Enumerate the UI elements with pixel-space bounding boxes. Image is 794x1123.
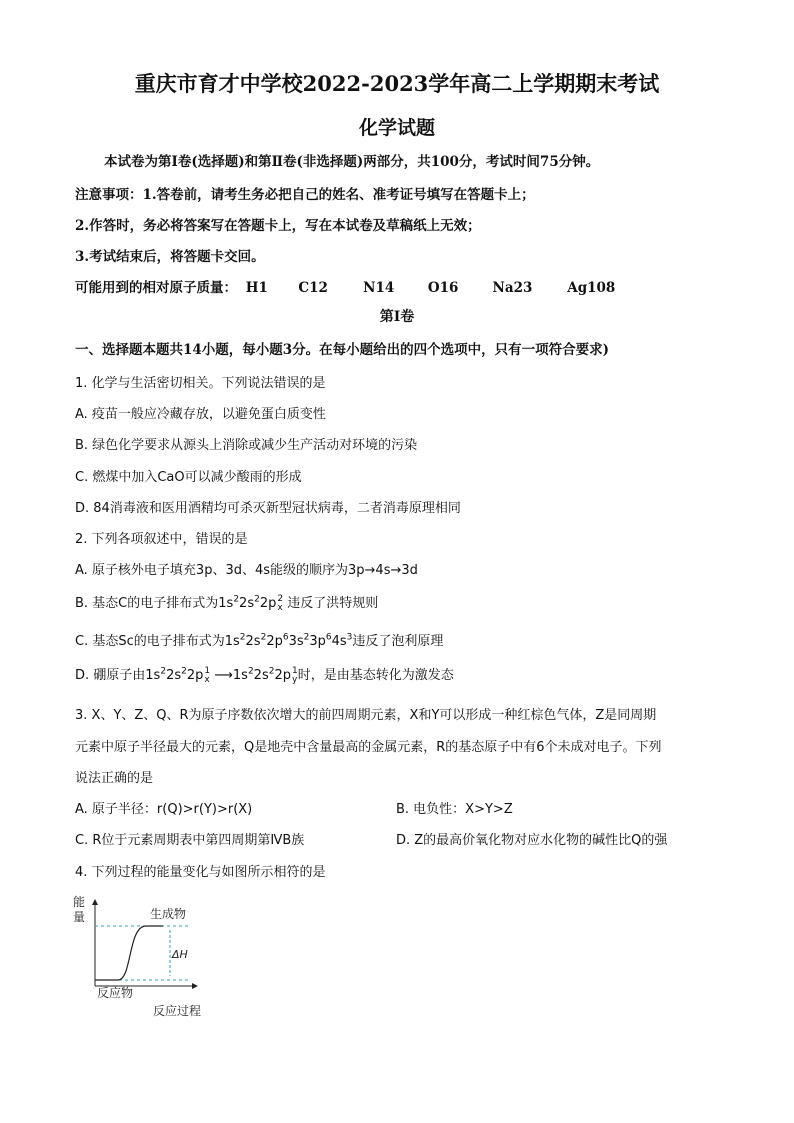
notice-line-2: 2.作答时，务必将答案写在答题卡上，写在本试卷及草稿纸上无效； [75,218,481,234]
energy-curve [95,926,163,980]
question-2-option-a: A. 原子核外电子填充3p、3d、4s能级的顺序为3p→4s→3d [75,563,418,578]
option-text: D. 硼原子由1s [75,668,161,683]
question-1-option-d: D. 84消毒液和医用酒精均可杀灭新型冠状病毒，二者消毒原理相同 [75,501,461,516]
diagram-xlabel: 反应过程 [153,1004,202,1018]
option-text: 时，是由基态转化为激发态 [297,668,454,683]
question-3-option-a: A. 原子半径：r(Q)>r(Y)>r(X) [75,802,253,817]
option-text: C. 基态Sc的电子排布式为1s [75,634,240,649]
atomic-masses-label: 可能用到的相对原子质量： [75,280,237,296]
question-3-option-d: D. Z的最高价氧化物对应水化物的碱性比Q的强 [396,833,668,848]
volume-heading: 第Ⅰ卷 [379,309,415,325]
atomic-masses [75,276,615,296]
question-3-option-c: C. R位于元素周期表中第四周期第ⅣB族 [75,833,305,848]
question-3-stem-line-1: 3. X、Y、Z、Q、R为原子序数依次增大的前四周期元素，X和Y可以形成一种红棕色气体，Z是同周期 [75,708,657,723]
question-2-option-b: B. 基态C的电子排布式为$1s^22s^22p$ 2 x 违反了洪特规则 [75,593,379,613]
diagram-delta-h-label: ΔH [172,948,188,961]
notice-line-3: 3.考试结束后，将答题卡交回。 [75,249,265,265]
question-3-stem-line-2: 元素中原子半径最大的元素，Q是地壳中含量最高的金属元素，R的基态原子中有6个未成对电子。下列 [75,740,662,755]
atomic-mass-item: Ag108 [567,280,616,296]
atomic-mass-item: O16 [427,280,459,296]
question-1-option-c: C. 燃煤中加入CaO可以减少酸雨的形成 [75,470,302,485]
option-text: B. 基态C的电子排布式为1s [75,596,234,611]
diagram-ylabel-1: 能 [73,895,86,909]
diagram-product-label: 生成物 [150,907,187,921]
diagram-ylabel-2: 量 [73,910,86,924]
question-2-option-d: D. 硼原子由$1s^22s^22p$ 1 x $⟶1s^22s^22p$ 1 y 时，是由基态转化为激发态 [75,665,454,685]
question-3-stem-line-3: 说法正确的是 [75,771,154,786]
atomic-mass-item: N14 [363,280,395,296]
exam-subtitle: 化学试题 [358,117,435,139]
atomic-mass-item: H1 [245,280,268,296]
section-heading: 一、选择题本题共14小题，每小题3分。在每小题给出的四个选项中，只有一项符合要求) [75,342,610,358]
energy-diagram [70,890,220,1025]
diagram-reactant-label: 反应物 [97,986,134,1000]
option-text: 违反了泡利原理 [352,634,444,649]
question-1-option-b: B. 绿色化学要求从源头上消除或减少生产活动对环境的污染 [75,438,418,453]
exam-intro: 本试卷为第Ⅰ卷(选择题)和第Ⅱ卷(非选择题)两部分，共100分，考试时间75分钟。 [104,154,600,170]
atomic-mass-item: C12 [298,280,328,296]
question-4-stem: 4. 下列过程的能量变化与如图所示相符的是 [75,865,326,880]
question-3-option-b: B. 电负性：X>Y>Z [396,802,513,817]
option-text: 违反了洪特规则 [287,596,379,611]
question-1-option-a: A. 疫苗一般应冷藏存放，以避免蛋白质变性 [75,407,326,422]
question-1-stem: 1. 化学与生活密切相关。下列说法错误的是 [75,376,326,391]
exam-title: 重庆市育才中学校2022-2023学年高二上学期期末考试 [134,71,660,96]
notice-line-1: 注意事项：1.答卷前，请考生务必把自己的姓名、准考证号填写在答题卡上； [75,187,535,203]
question-2-option-c: C. 基态Sc的电子排布式为$1s^22s^22p^63s^23p^64s^3$违反了泡利原理 [75,632,444,649]
atomic-mass-item: Na23 [492,280,533,296]
question-2-stem: 2. 下列各项叙述中，错误的是 [75,532,248,547]
